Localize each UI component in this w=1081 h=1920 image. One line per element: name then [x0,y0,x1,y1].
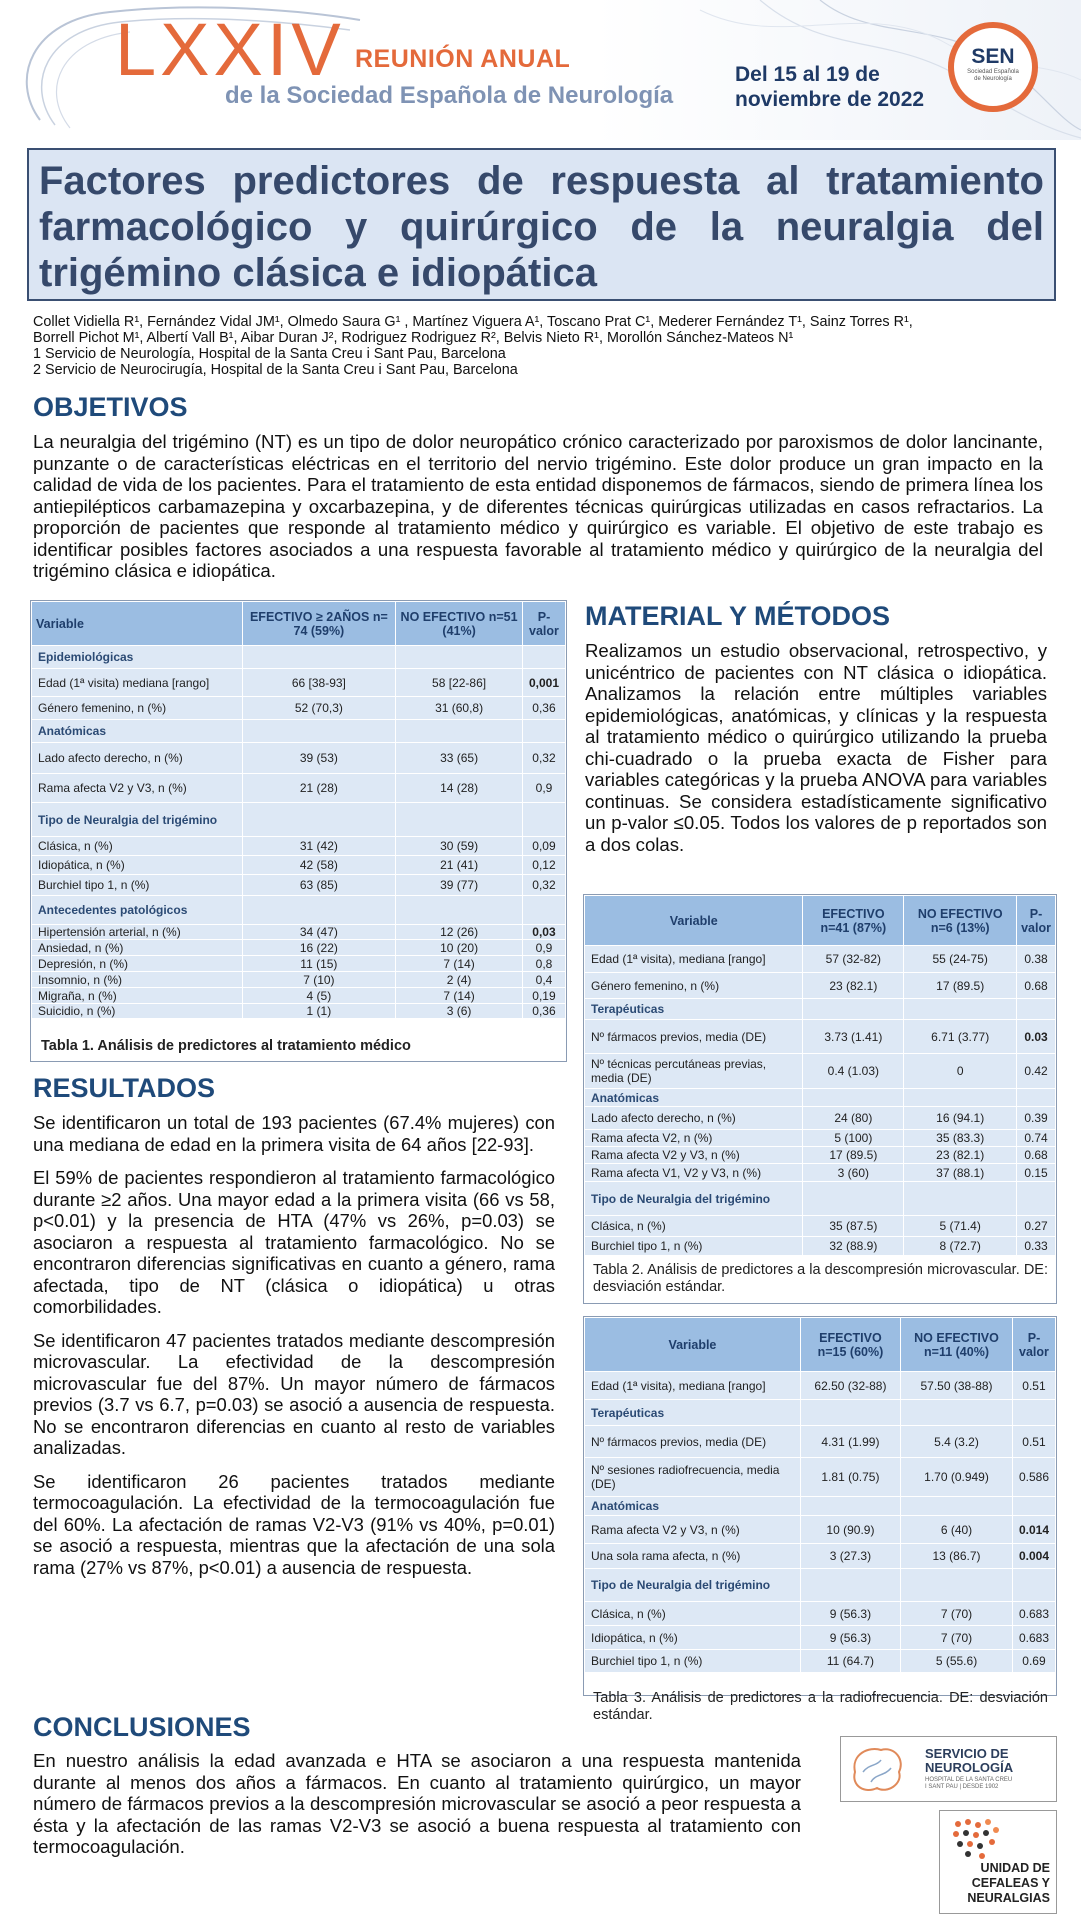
table2-empty-cell [803,1182,904,1216]
table2-pvalor-cell: 0.39 [1017,1107,1056,1130]
table1-efectivo-cell: 34 (47) [242,925,396,940]
table2-efectivo-cell: 3.73 (1.41) [803,1020,904,1054]
table3-no-efectivo-cell: 7 (70) [901,1626,1013,1650]
affiliation-line: 1 Servicio de Neurología, Hospital de la Santa Creu i Sant Pau, Barcelona [33,346,506,362]
table1-no-efectivo-cell: 14 (28) [396,774,523,803]
table1-variable-cell: Clásica, n (%) [32,837,243,856]
table1-no-efectivo-cell: 21 (41) [396,856,523,875]
table1-container [30,600,567,1062]
table2-pvalor-cell: 0.33 [1017,1237,1056,1256]
table2-body [585,946,1056,1256]
table1-row [32,940,566,956]
table2-empty-cell [1017,1182,1056,1216]
sen-logo [948,22,1038,112]
table2-pvalor-cell: 0.42 [1017,1054,1056,1089]
table2-pvalor-cell: 0.74 [1017,1130,1056,1147]
table1-pvalor-cell: 0,12 [522,856,565,875]
table1-row [32,972,566,988]
table2-efectivo-cell: 17 (89.5) [803,1147,904,1164]
table2-no-efectivo-cell: 17 (89.5) [904,973,1017,999]
table1-header-pvalor: P-valor [522,602,565,646]
table2-no-efectivo-cell: 35 (83.3) [904,1130,1017,1147]
conference-header [0,0,1081,140]
servicio-neurologia-logo [840,1736,1057,1802]
table2-efectivo-cell: 35 (87.5) [803,1216,904,1237]
table2-pvalor-cell: 0.68 [1017,973,1056,999]
table3-pvalor-cell: 0.586 [1012,1458,1055,1497]
table1-pvalor-cell: 0,8 [522,956,565,972]
table1-efectivo-cell: 4 (5) [242,988,396,1004]
table2-row [585,1216,1056,1237]
table2-empty-cell [803,999,904,1020]
table2-variable-cell: Burchiel tipo 1, n (%) [585,1237,803,1256]
authors-line: Borrell Pichot M¹, Albertí Vall B¹, Aibar Duran J², Rodriguez Rodriguez R², Belvis Nieto R¹, Morollón Sánchez-Mateos N¹ [33,330,794,346]
conclusiones-heading: CONCLUSIONES [33,1712,251,1742]
table1 [31,601,566,1019]
resultados-paragraph: Se identificaron 26 pacientes tratados mediante termocoagulación. La efectividad de la termocoagulación fue del 60%. La afectación de ramas V2-V3 (91% vs 40%, p=0.01) se asoció a respuesta, mientras que la afectación de una sola rama (27% vs 87%, p<0.01) a ausencia de respuesta. [33,1470,555,1578]
table2-no-efectivo-cell: 23 (82.1) [904,1147,1017,1164]
table2-efectivo-cell: 5 (100) [803,1130,904,1147]
table2-row [585,1237,1056,1256]
objetivos-text: La neuralgia del trigémino (NT) es un tipo de dolor neuropático crónico caracterizado por paroxismos de dolor lancinante, punzante o de características eléctricas en el territorio del nervio trigémino. Este dolor produce un gran impacto en la calidad de vida de los pacientes. Para el tratamiento de esta entidad disponemos de fármacos, siendo de primera línea los antiepilépticos carbamazepina y oxcarbazepina, y de diferentes técnicas quirúrgicas utilizadas en casos refractarios. La proporción de pacientes que responde al tratamiento médico y quirúrgico es variable. El objetivo de este trabajo es identificar posibles factores asociados a una respuesta favorable al tratamiento médico y quirúrgico de la neuralgia del trigémino clásica e idiopática. [33,431,1043,581]
table2-efectivo-cell: 3 (60) [803,1164,904,1182]
table1-efectivo-cell: 7 (10) [242,972,396,988]
table2-variable-cell: Rama afecta V1, V2 y V3, n (%) [585,1164,803,1182]
table3-empty-cell [1012,1497,1055,1516]
society-name: de la Sociedad Española de Neurología [225,82,674,109]
table2-row [585,1130,1056,1147]
table1-empty-cell [396,646,523,669]
table3-efectivo-cell: 11 (64.7) [800,1650,900,1673]
table1-pvalor-cell: 0,03 [522,925,565,940]
table3-pvalor-cell: 0.004 [1012,1544,1055,1569]
table3-no-efectivo-cell: 7 (70) [901,1602,1013,1626]
table1-no-efectivo-cell: 2 (4) [396,972,523,988]
sen-logo-sub-2: de Neurología [974,76,1012,82]
table3-row [585,1650,1056,1673]
table2-group-label: Terapéuticas [585,999,803,1020]
table1-no-efectivo-cell: 7 (14) [396,988,523,1004]
table2-row [585,1054,1056,1089]
table2-variable-cell: Género femenino, n (%) [585,973,803,999]
table1-group-label: Tipo de Neuralgia del trigémino [32,803,243,837]
table3-empty-cell [901,1569,1013,1602]
table1-row [32,774,566,803]
table1-pvalor-cell: 0,09 [522,837,565,856]
table1-pvalor-cell: 0,001 [522,669,565,697]
table2-group-label: Tipo de Neuralgia del trigémino [585,1182,803,1216]
table2-row [585,1089,1056,1107]
table2-empty-cell [1017,1089,1056,1107]
table3-empty-cell [1012,1400,1055,1426]
brain-logo-icon [847,1742,907,1798]
table1-empty-cell [522,896,565,925]
table3 [584,1317,1056,1673]
table3-group-label: Tipo de Neuralgia del trigémino [585,1569,801,1602]
table1-pvalor-cell: 0,19 [522,988,565,1004]
table3-group-label: Terapéuticas [585,1400,801,1426]
table2-caption: Tabla 2. Análisis de predictores a la descompresión microvascular. DE: desviación estándar. [593,1262,1048,1295]
table2-empty-cell [803,1089,904,1107]
table1-no-efectivo-cell: 58 [22-86] [396,669,523,697]
table1-row [32,875,566,896]
table1-pvalor-cell: 0,9 [522,940,565,956]
table2-row [585,1107,1056,1130]
table1-efectivo-cell: 66 [38-93] [242,669,396,697]
table3-no-efectivo-cell: 5 (55.6) [901,1650,1013,1673]
objetivos-heading: OBJETIVOS [33,392,188,422]
resultados-heading: RESULTADOS [33,1073,215,1103]
table1-row [32,697,566,720]
table1-no-efectivo-cell: 31 (60,8) [396,697,523,720]
table1-header-efectivo: EFECTIVO ≥ 2AÑOS n= 74 (59%) [242,602,396,646]
table2-no-efectivo-cell: 16 (94.1) [904,1107,1017,1130]
unidad-label-2: CEFALEAS Y [971,1876,1050,1890]
table3-row [585,1516,1056,1544]
authors-line: Collet Vidiella R¹, Fernández Vidal JM¹, Olmedo Saura G¹ , Martínez Viguera A¹, Toscano Prat C¹, Mederer Fernández T¹, Sainz Torres R¹, [33,314,913,330]
table3-header-no-efectivo: NO EFECTIVO n=11 (40%) [901,1318,1013,1372]
table2-variable-cell: Clásica, n (%) [585,1216,803,1237]
title-box [27,148,1056,301]
table1-efectivo-cell: 31 (42) [242,837,396,856]
table2-empty-cell [1017,999,1056,1020]
affiliation-line: 2 Servicio de Neurocirugía, Hospital de la Santa Creu i Sant Pau, Barcelona [33,362,518,378]
table3-efectivo-cell: 62.50 (32-88) [800,1372,900,1400]
table2-variable-cell: Nº fármacos previos, media (DE) [585,1020,803,1054]
poster-title: Factores predictores de respuesta al tratamiento farmacológico y quirúrgico de la neuralgia del trigémino clásica e idiopática [39,159,1044,295]
table3-row [585,1458,1056,1497]
table3-variable-cell: Rama afecta V2 y V3, n (%) [585,1516,801,1544]
table2-variable-cell: Nº técnicas percutáneas previas, media (DE) [585,1054,803,1089]
table2-empty-cell [904,999,1017,1020]
table1-pvalor-cell: 0,4 [522,972,565,988]
table3-efectivo-cell: 9 (56.3) [800,1626,900,1650]
table3-pvalor-cell: 0.69 [1012,1650,1055,1673]
dots-logo-icon [948,1816,1008,1861]
table3-empty-cell [1012,1569,1055,1602]
table1-empty-cell [242,646,396,669]
table2-no-efectivo-cell: 55 (24-75) [904,946,1017,973]
table1-group-label: Antecedentes patológicos [32,896,243,925]
table1-empty-cell [522,803,565,837]
table1-empty-cell [242,803,396,837]
table1-row [32,988,566,1004]
table1-variable-cell: Migraña, n (%) [32,988,243,1004]
unidad-cefaleas-logo [939,1810,1057,1914]
table1-no-efectivo-cell: 30 (59) [396,837,523,856]
table2-row [585,973,1056,999]
table3-no-efectivo-cell: 6 (40) [901,1516,1013,1544]
table3-body [585,1372,1056,1673]
table1-no-efectivo-cell: 3 (6) [396,1004,523,1019]
table2-group-label: Anatómicas [585,1089,803,1107]
table1-variable-cell: Edad (1ª visita) mediana [rango] [32,669,243,697]
table1-group-label: Anatómicas [32,720,243,743]
table3-efectivo-cell: 4.31 (1.99) [800,1426,900,1458]
table2-row [585,1020,1056,1054]
resultados-text [33,1112,555,1590]
servicio-sub-1: HOSPITAL DE LA SANTA CREU [925,1777,1013,1783]
table2 [584,895,1056,1256]
resultados-paragraph: Se identificaron un total de 193 pacientes (67.4% mujeres) con una mediana de edad en la primera visita de 64 años [22-93]. [33,1112,555,1155]
table2-empty-cell [904,1089,1017,1107]
table1-header-no-efectivo: NO EFECTIVO n=51 (41%) [396,602,523,646]
material-heading: MATERIAL Y MÉTODOS [585,601,891,631]
table1-variable-cell: Idiopática, n (%) [32,856,243,875]
table3-row [585,1497,1056,1516]
table3-header-variable: Variable [585,1318,801,1372]
table2-efectivo-cell: 0.4 (1.03) [803,1054,904,1089]
table2-row [585,946,1056,973]
table1-efectivo-cell: 21 (28) [242,774,396,803]
table3-no-efectivo-cell: 57.50 (38-88) [901,1372,1013,1400]
table1-group-label: Epidemiológicas [32,646,243,669]
table1-row [32,956,566,972]
table3-row [585,1372,1056,1400]
table1-caption: Tabla 1. Análisis de predictores al tratamiento médico [41,1038,411,1054]
resultados-paragraph: Se identificaron 47 pacientes tratados mediante descompresión microvascular. La efectividad de la descompresión microvascular fue del 87%. Un mayor número de fármacos previos (3.7 vs 6.7, p=0.03) se asoció a ausencia de respuesta. No se encontraron diferencias en cuanto al resto de variables analizadas. [33,1329,555,1458]
table1-no-efectivo-cell: 39 (77) [396,875,523,896]
table3-container [583,1316,1057,1723]
table1-empty-cell [396,896,523,925]
table1-efectivo-cell: 52 (70,3) [242,697,396,720]
table3-row [585,1626,1056,1650]
table3-row [585,1426,1056,1458]
dates-line-2: noviembre de 2022 [735,88,925,111]
table1-row [32,837,566,856]
table2-pvalor-cell: 0.15 [1017,1164,1056,1182]
servicio-label-1: SERVICIO DE [925,1746,1009,1761]
table3-efectivo-cell: 10 (90.9) [800,1516,900,1544]
table2-no-efectivo-cell: 8 (72.7) [904,1237,1017,1256]
table3-row [585,1400,1056,1426]
table3-pvalor-cell: 0.683 [1012,1602,1055,1626]
table1-body [32,646,566,1019]
table1-empty-cell [396,720,523,743]
table1-row [32,669,566,697]
table1-pvalor-cell: 0,32 [522,743,565,774]
table3-efectivo-cell: 1.81 (0.75) [800,1458,900,1497]
table3-variable-cell: Clásica, n (%) [585,1602,801,1626]
table1-no-efectivo-cell: 33 (65) [396,743,523,774]
table3-pvalor-cell: 0.014 [1012,1516,1055,1544]
table1-row [32,896,566,925]
sen-logo-text: SEN [971,45,1015,68]
table3-row [585,1544,1056,1569]
table2-efectivo-cell: 23 (82.1) [803,973,904,999]
table2-row [585,1182,1056,1216]
table2-no-efectivo-cell: 37 (88.1) [904,1164,1017,1182]
table1-variable-cell: Ansiedad, n (%) [32,940,243,956]
authors-block [33,314,1053,378]
table1-row [32,856,566,875]
table1-row [32,743,566,774]
table3-pvalor-cell: 0.51 [1012,1426,1055,1458]
table2-variable-cell: Rama afecta V2, n (%) [585,1130,803,1147]
table3-empty-cell [800,1497,900,1516]
table3-variable-cell: Edad (1ª visita), mediana [rango] [585,1372,801,1400]
table1-variable-cell: Insomnio, n (%) [32,972,243,988]
table1-variable-cell: Rama afecta V2 y V3, n (%) [32,774,243,803]
table1-efectivo-cell: 11 (15) [242,956,396,972]
table3-empty-cell [901,1497,1013,1516]
table1-pvalor-cell: 0,32 [522,875,565,896]
table3-header-pvalor: P-valor [1012,1318,1055,1372]
table1-empty-cell [522,646,565,669]
table3-pvalor-cell: 0.51 [1012,1372,1055,1400]
table3-row [585,1569,1056,1602]
table3-efectivo-cell: 3 (27.3) [800,1544,900,1569]
table2-efectivo-cell: 24 (80) [803,1107,904,1130]
table2-pvalor-cell: 0.38 [1017,946,1056,973]
table2-variable-cell: Edad (1ª visita), mediana [rango] [585,946,803,973]
table3-group-label: Anatómicas [585,1497,801,1516]
table2-efectivo-cell: 32 (88.9) [803,1237,904,1256]
material-text: Realizamos un estudio observacional, retrospectivo, y unicéntrico de pacientes con NT clásica o idiopática. Analizamos la relación entre múltiples variables epidemiológicas, anatómicas, y clínicas y la respuesta al tratamiento médico o quirúrgico utilizando la prueba chi-cuadrado o la prueba exacta de Fisher para variables categóricas y la prueba ANOVA para variables continuas. Se considera estadísticamente significativo un p-valor ≤0.05. Todos los valores de p reportados son a dos colas. [585,640,1047,855]
table1-empty-cell [242,720,396,743]
table1-no-efectivo-cell: 10 (20) [396,940,523,956]
table3-header-efectivo: EFECTIVO n=15 (60%) [800,1318,900,1372]
table1-variable-cell: Depresión, n (%) [32,956,243,972]
table2-efectivo-cell: 57 (32-82) [803,946,904,973]
table2-empty-cell [904,1182,1017,1216]
table2-variable-cell: Lado afecto derecho, n (%) [585,1107,803,1130]
table1-variable-cell: Burchiel tipo 1, n (%) [32,875,243,896]
table3-row [585,1602,1056,1626]
resultados-paragraph: El 59% de pacientes respondieron al tratamiento farmacológico durante ≥2 años. Una mayor edad a la primera visita (66 vs 58, p<0.01) y la presencia de HTA (47% vs 26%, p=0.03) se asociaron a respuesta al tratamiento farmacológico. No se encontraron diferencias significativas en cuanto a género, rama afectada, tipo de NT (clásica o idiopática) u otras comorbilidades. [33,1167,555,1317]
table3-variable-cell: Nº fármacos previos, media (DE) [585,1426,801,1458]
table2-row [585,1164,1056,1182]
table3-no-efectivo-cell: 5.4 (3.2) [901,1426,1013,1458]
table2-no-efectivo-cell: 0 [904,1054,1017,1089]
table1-variable-cell: Hipertensión arterial, n (%) [32,925,243,940]
table1-pvalor-cell: 0,36 [522,697,565,720]
table3-empty-cell [901,1400,1013,1426]
table1-row [32,803,566,837]
table2-no-efectivo-cell: 6.71 (3.77) [904,1020,1017,1054]
table1-row [32,1004,566,1019]
table3-variable-cell: Burchiel tipo 1, n (%) [585,1650,801,1673]
table2-row [585,1147,1056,1164]
table1-variable-cell: Lado afecto derecho, n (%) [32,743,243,774]
table1-row [32,646,566,669]
table1-no-efectivo-cell: 7 (14) [396,956,523,972]
table1-variable-cell: Suicidio, n (%) [32,1004,243,1019]
table3-variable-cell: Nº sesiones radiofrecuencia, media (DE) [585,1458,801,1497]
table2-row [585,999,1056,1020]
table2-pvalor-cell: 0.68 [1017,1147,1056,1164]
table1-no-efectivo-cell: 12 (26) [396,925,523,940]
table1-efectivo-cell: 16 (22) [242,940,396,956]
table3-efectivo-cell: 9 (56.3) [800,1602,900,1626]
reunion-anual-label: REUNIÓN ANUAL [355,45,571,73]
table1-row [32,925,566,940]
unidad-label-3: NEURALGIAS [967,1891,1050,1905]
sen-logo-sub-1: Sociedad Española [967,69,1019,75]
table1-pvalor-cell: 0,36 [522,1004,565,1019]
table2-header-pvalor: P-valor [1017,896,1056,946]
table3-empty-cell [800,1569,900,1602]
table3-pvalor-cell: 0.683 [1012,1626,1055,1650]
table3-caption: Tabla 3. Análisis de predictores a la radiofrecuencia. DE: desviación estándar. [593,1690,1048,1723]
servicio-label-2: NEUROLOGÍA [925,1760,1014,1775]
table2-pvalor-cell: 0.27 [1017,1216,1056,1237]
table2-pvalor-cell: 0.03 [1017,1020,1056,1054]
table2-no-efectivo-cell: 5 (71.4) [904,1216,1017,1237]
table2-header-variable: Variable [585,896,803,946]
table2-header-no-efectivo: NO EFECTIVO n=6 (13%) [904,896,1017,946]
table2-header-efectivo: EFECTIVO n=41 (87%) [803,896,904,946]
table1-efectivo-cell: 39 (53) [242,743,396,774]
table1-header-variable: Variable [32,602,243,646]
table3-no-efectivo-cell: 1.70 (0.949) [901,1458,1013,1497]
table1-pvalor-cell: 0,9 [522,774,565,803]
congress-numeral: LXXIV [115,8,345,91]
table1-empty-cell [242,896,396,925]
table1-efectivo-cell: 1 (1) [242,1004,396,1019]
table1-efectivo-cell: 63 (85) [242,875,396,896]
table3-variable-cell: Idiopática, n (%) [585,1626,801,1650]
table1-row [32,720,566,743]
servicio-sub-2: I SANT PAU | DESDE 1902 [925,1784,999,1790]
table2-container [583,894,1057,1304]
conclusiones-text: En nuestro análisis la edad avanzada e HTA se asociaron a una respuesta mantenida durante al menos dos años a fármacos. En cuanto al tratamiento quirúrgico, un mayor número de fármacos previos a la descompresión microvascular se asoció a peor respuesta a ésta y la afectación de las ramas V2-V3 se asoció a buena respuesta al tratamiento con termocoagulación. [33,1750,801,1857]
table1-variable-cell: Género femenino, n (%) [32,697,243,720]
dates-line-1: Del 15 al 19 de [735,63,880,86]
table1-empty-cell [522,720,565,743]
congress-dates [735,62,924,112]
table3-no-efectivo-cell: 13 (86.7) [901,1544,1013,1569]
table3-empty-cell [800,1400,900,1426]
table1-efectivo-cell: 42 (58) [242,856,396,875]
unidad-label-1: UNIDAD DE [980,1861,1050,1875]
table3-variable-cell: Una sola rama afecta, n (%) [585,1544,801,1569]
table1-empty-cell [396,803,523,837]
table2-variable-cell: Rama afecta V2 y V3, n (%) [585,1147,803,1164]
